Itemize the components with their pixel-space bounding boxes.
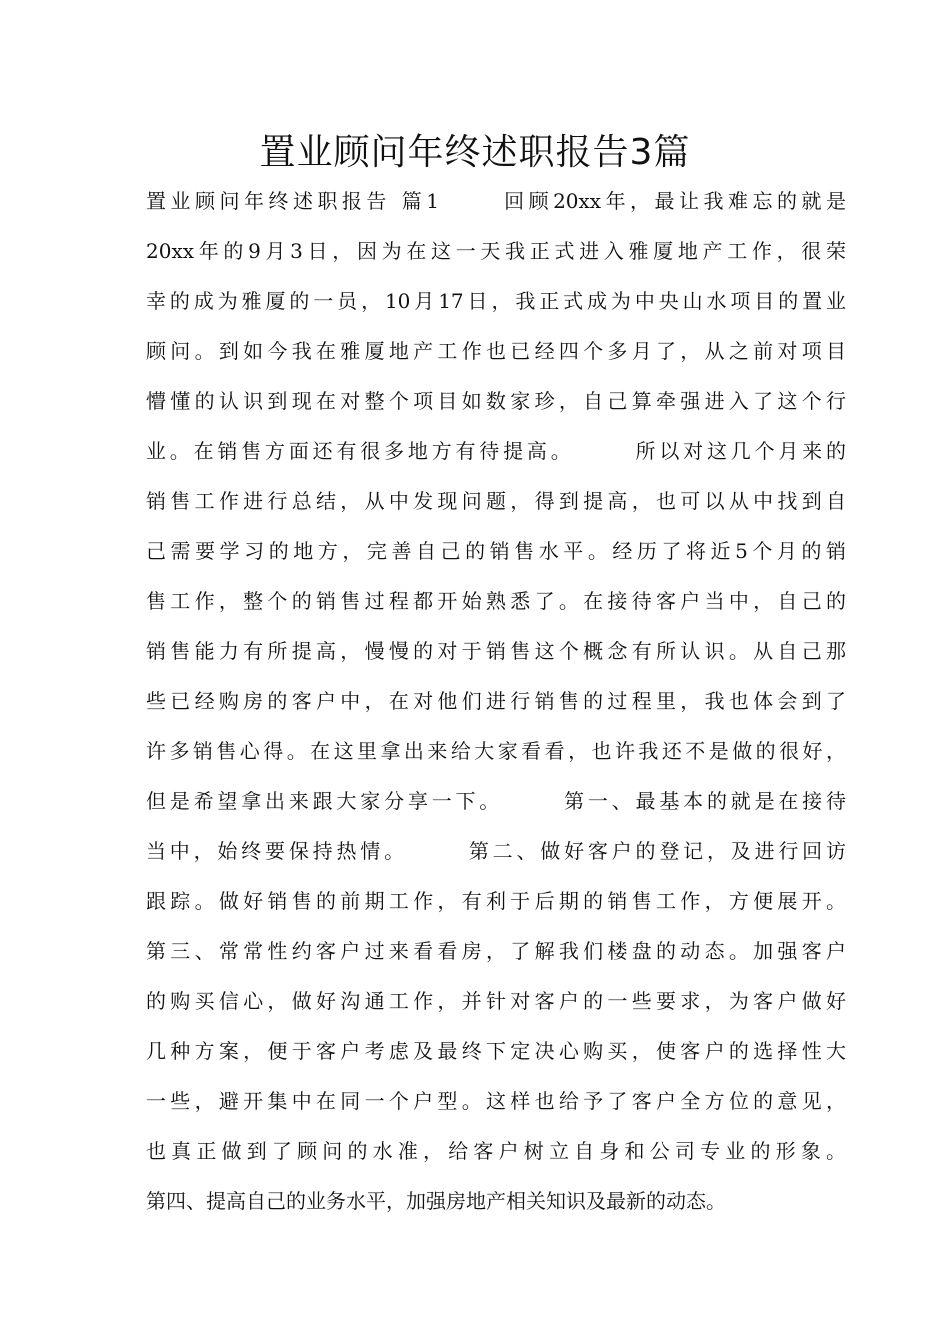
body-line: 一些，避开集中在同一个户型。这样也给予了客户全方位的意见， xyxy=(146,1089,846,1113)
body-line: 20xx年的9月3日，因为在这一天我正式进入雅厦地产工作，很荣 xyxy=(146,239,846,263)
body-line: 许多销售心得。在这里拿出来给大家看看，也许我还不是做的很好， xyxy=(146,739,846,763)
body-line: 也真正做到了顾问的水准，给客户树立自身和公司专业的形象。 xyxy=(146,1139,846,1163)
body-line: 的购买信心，做好沟通工作，并针对客户的一些要求，为客户做好 xyxy=(146,989,846,1013)
body-line: 但是希望拿出来跟大家分享一下。 第一、最基本的就是在接待 xyxy=(146,789,846,813)
body-line: 售工作，整个的销售过程都开始熟悉了。在接待客户当中，自己的 xyxy=(146,589,846,613)
body-line: 些已经购房的客户中，在对他们进行销售的过程里，我也体会到了 xyxy=(146,689,846,713)
body-line: 销售工作进行总结，从中发现问题，得到提高，也可以从中找到自 xyxy=(146,489,846,513)
body-line: 第四、提高自己的业务水平，加强房地产相关知识及最新的动态。 xyxy=(146,1189,726,1213)
body-line: 懵懂的认识到现在对整个项目如数家珍，自己算牵强进入了这个行 xyxy=(146,389,846,413)
document-title: 置业顾问年终述职报告3篇 xyxy=(259,132,691,173)
body-line: 业。在销售方面还有很多地方有待提高。 所以对这几个月来的 xyxy=(146,439,846,463)
body-line: 几种方案，便于客户考虑及最终下定决心购买，使客户的选择性大 xyxy=(146,1039,846,1063)
body-line: 顾问。到如今我在雅厦地产工作也已经四个多月了，从之前对项目 xyxy=(146,339,846,363)
body-line: 跟踪。做好销售的前期工作，有利于后期的销售工作，方便展开。 xyxy=(146,889,846,913)
body-line: 当中，始终要保持热情。 第二、做好客户的登记，及进行回访 xyxy=(146,839,846,863)
body-line: 置业顾问年终述职报告 篇1 回顾20xx年，最让我难忘的就是 xyxy=(146,189,846,213)
body-line: 己需要学习的地方，完善自己的销售水平。经历了将近5个月的销 xyxy=(146,539,846,563)
body-line: 销售能力有所提高，慢慢的对于销售这个概念有所认识。从自己那 xyxy=(146,639,846,663)
body-line: 第三、常常性约客户过来看看房，了解我们楼盘的动态。加强客户 xyxy=(146,939,846,963)
document-body xyxy=(146,176,846,1226)
body-line: 幸的成为雅厦的一员，10月17日，我正式成为中央山水项目的置业 xyxy=(146,289,846,313)
